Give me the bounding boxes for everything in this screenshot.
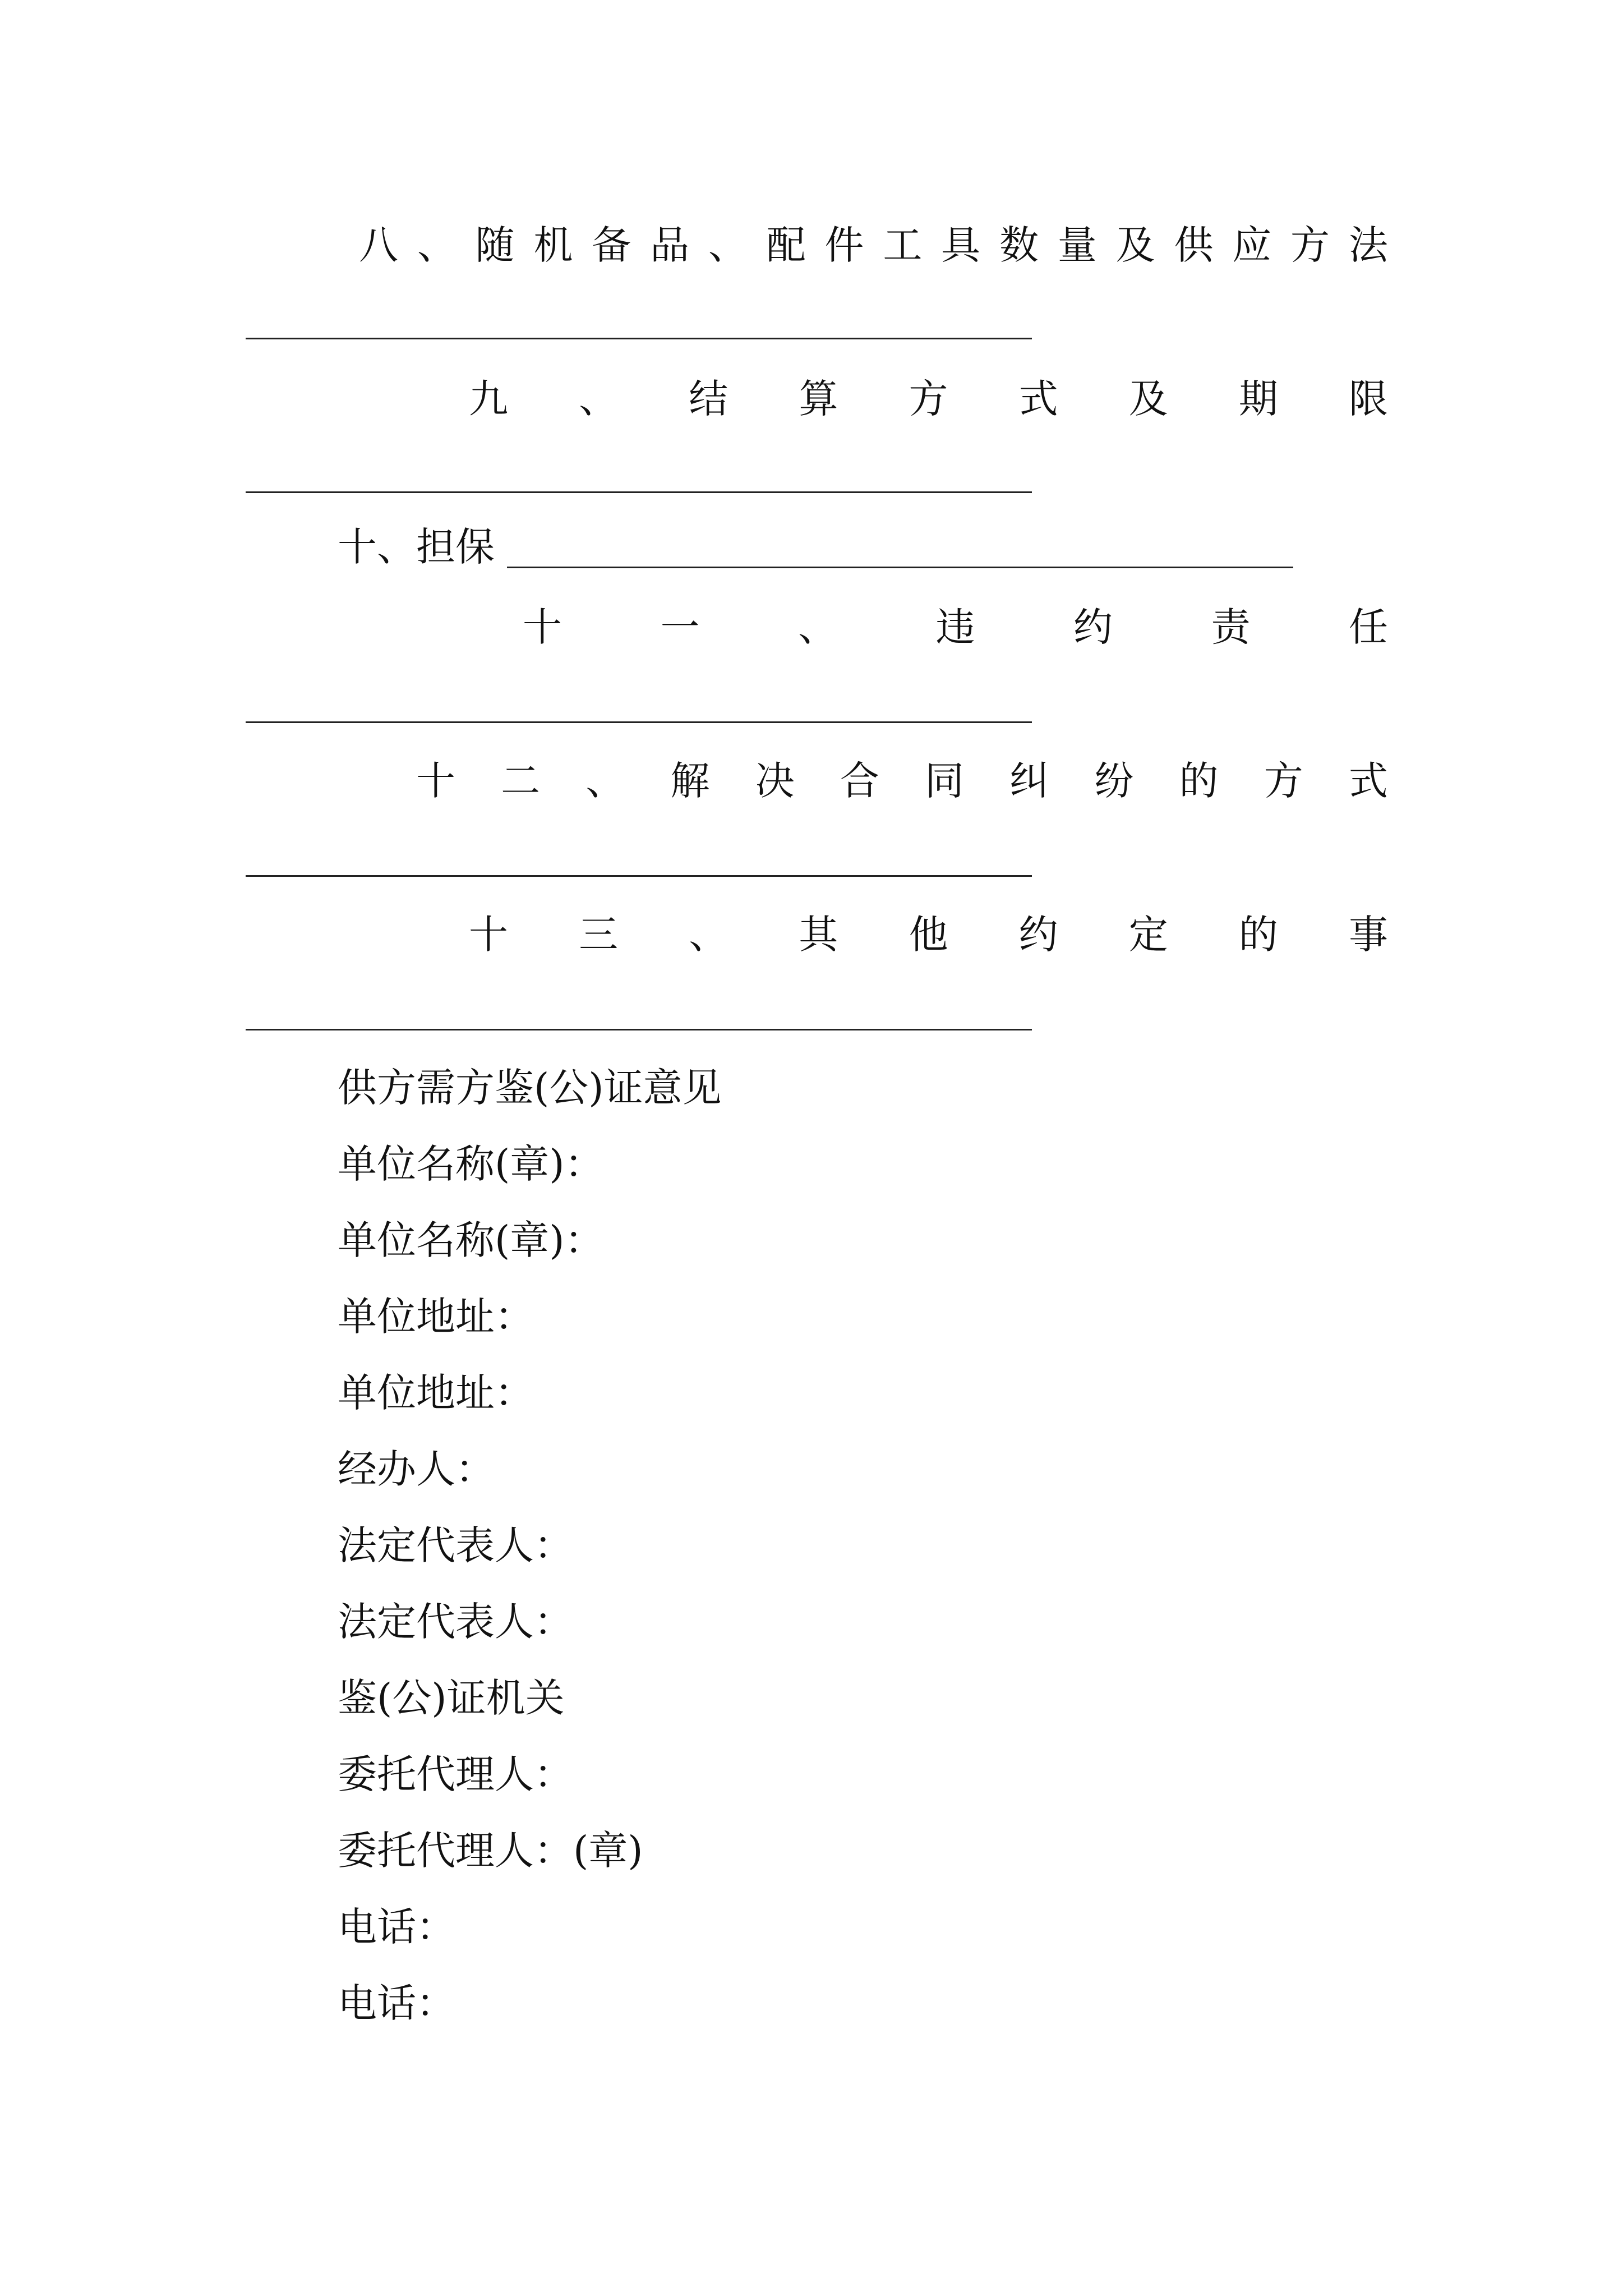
heading-char: 三 — [579, 912, 619, 958]
heading-char: 责 — [1211, 604, 1251, 650]
heading-char: 、 — [798, 604, 837, 650]
heading-char: 期 — [1238, 376, 1278, 422]
heading-char: 法 — [1348, 222, 1388, 268]
heading-char: 备 — [592, 222, 631, 268]
heading-char: 合 — [840, 758, 879, 804]
heading-char: 的 — [1238, 912, 1278, 958]
heading-char: 十 — [469, 912, 508, 958]
clause-10-fill-line — [507, 567, 1293, 568]
heading-char: 违 — [935, 604, 975, 650]
heading-char: 方 — [1264, 758, 1303, 804]
heading-char: 应 — [1232, 222, 1272, 268]
buyer-legal-representative: 法定代表人： — [338, 1599, 573, 1645]
clause-9-fill-line — [246, 491, 1032, 493]
heading-char: 式 — [1348, 758, 1388, 804]
heading-char: 供 — [1174, 222, 1214, 268]
heading-char: 定 — [1128, 912, 1168, 958]
heading-char: 的 — [1179, 758, 1219, 804]
heading-char: 机 — [533, 222, 573, 268]
clause-8-heading — [359, 220, 1388, 270]
heading-char: 、 — [689, 912, 728, 958]
buyer-unit-name: 单位名称(章)： — [338, 1217, 604, 1263]
clause-8-fill-line — [246, 338, 1032, 339]
heading-char: 十 — [523, 604, 562, 650]
heading-char: 品 — [650, 222, 690, 268]
buyer-unit-address: 单位地址： — [338, 1370, 534, 1416]
clause-12-heading — [416, 756, 1388, 806]
heading-char: 式 — [1018, 376, 1058, 422]
heading-char: 二 — [501, 758, 541, 804]
heading-char: 算 — [799, 376, 838, 422]
heading-char: 数 — [999, 222, 1039, 268]
heading-char: 及 — [1115, 222, 1155, 268]
heading-char: 十 — [416, 758, 455, 804]
heading-char: 解 — [670, 758, 710, 804]
heading-char: 配 — [766, 222, 806, 268]
heading-char: 纠 — [1009, 758, 1049, 804]
heading-char: 件 — [824, 222, 864, 268]
heading-char: 事 — [1349, 912, 1388, 958]
heading-char: 约 — [1073, 604, 1113, 650]
buyer-authorized-agent: 委托代理人：(章) — [338, 1828, 643, 1874]
heading-char: 方 — [1290, 222, 1330, 268]
handler: 经办人： — [338, 1446, 495, 1492]
clause-12-fill-line — [246, 875, 1032, 877]
heading-char: 方 — [909, 376, 948, 422]
heading-char: 、 — [708, 222, 748, 268]
buyer-phone: 电话： — [338, 1980, 455, 2026]
heading-char: 结 — [689, 376, 728, 422]
supplier-unit-name: 单位名称(章)： — [338, 1141, 604, 1187]
heading-char: 决 — [755, 758, 795, 804]
heading-char: 、 — [585, 758, 625, 804]
clause-9-heading — [469, 374, 1388, 424]
heading-char: 同 — [925, 758, 965, 804]
notary-authority: 鉴(公)证机关 — [338, 1675, 565, 1721]
heading-char: 及 — [1128, 376, 1168, 422]
heading-char: 限 — [1349, 376, 1388, 422]
heading-char: 量 — [1057, 222, 1097, 268]
clause-11-heading — [523, 602, 1388, 652]
heading-char: 八 — [359, 222, 398, 268]
heading-char: 工 — [883, 222, 923, 268]
heading-char: 九 — [469, 376, 508, 422]
heading-char: 、 — [579, 376, 619, 422]
clause-10-heading: 十、担保 — [338, 524, 495, 570]
heading-char: 一 — [660, 604, 700, 650]
heading-char: 其 — [799, 912, 838, 958]
supplier-legal-representative: 法定代表人： — [338, 1522, 573, 1568]
supplier-authorized-agent: 委托代理人： — [338, 1751, 573, 1797]
supplier-phone: 电话： — [338, 1904, 455, 1950]
heading-char: 具 — [941, 222, 981, 268]
supplier-unit-address: 单位地址： — [338, 1294, 534, 1340]
clause-13-heading — [469, 909, 1388, 960]
heading-char: 任 — [1349, 604, 1388, 650]
heading-char: 纷 — [1094, 758, 1134, 804]
clause-13-fill-line — [246, 1029, 1032, 1030]
heading-char: 约 — [1018, 912, 1058, 958]
clause-11-fill-line — [246, 721, 1032, 723]
signature-heading: 供方需方鉴(公)证意见 — [338, 1065, 722, 1111]
heading-char: 他 — [909, 912, 948, 958]
heading-char: 、 — [417, 222, 457, 268]
heading-char: 随 — [475, 222, 515, 268]
